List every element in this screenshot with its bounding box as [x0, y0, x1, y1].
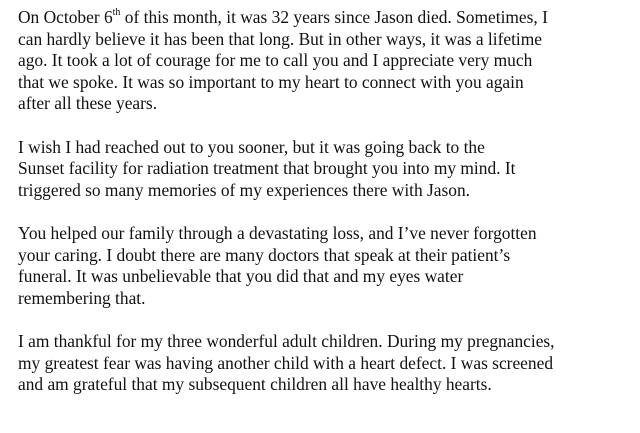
text-segment: of this month, it was 32 years since Jason died. Sometimes, I	[120, 7, 548, 27]
paragraph-2-line-3: triggered so many memories of my experiences there with Jason.	[18, 179, 471, 200]
paragraph-1-line-5: after all these years.	[18, 93, 158, 114]
paragraph-4-line-1: I am thankful for my three wonderful adult children. During my pregnancies,	[18, 330, 555, 351]
text-segment: On October 6	[18, 7, 113, 27]
paragraph-2	[18, 137, 628, 202]
paragraph-2-line-1: I wish I had reached out to you sooner, but it was going back to the	[18, 136, 485, 157]
paragraph-3-line-4: remembering that.	[18, 287, 146, 308]
ordinal-suffix: th	[112, 7, 121, 19]
paragraph-4-line-3: and am grateful that my subsequent children all have healthy hearts.	[18, 374, 492, 395]
paragraph-2-line-2: Sunset facility for radiation treatment that brought you into my mind. It	[18, 158, 516, 179]
paragraph-4	[18, 331, 628, 396]
paragraph-3	[18, 223, 628, 309]
letter-body	[18, 7, 628, 396]
paragraph-3-line-3: funeral. It was unbelievable that you did that and my eyes water	[18, 266, 464, 287]
paragraph-1-line-4: that we spoke. It was so important to my heart to connect with you again	[18, 71, 524, 92]
paragraph-1-line-1	[18, 7, 628, 29]
paragraph-3-line-2: your caring. I doubt there are many doctors that speak at their patient’s	[18, 244, 511, 265]
paragraph-1-line-3: ago. It took a lot of courage for me to call you and I appreciate very much	[18, 50, 533, 71]
paragraph-4-line-2: my greatest fear was having another child with a heart defect. I was screened	[18, 352, 554, 373]
paragraph-1	[18, 7, 628, 115]
paragraph-1-line-2: can hardly believe it has been that long. But in other ways, it was a lifetime	[18, 28, 542, 49]
paragraph-3-line-1: You helped our family through a devastating loss, and I’ve never forgotten	[18, 222, 537, 243]
